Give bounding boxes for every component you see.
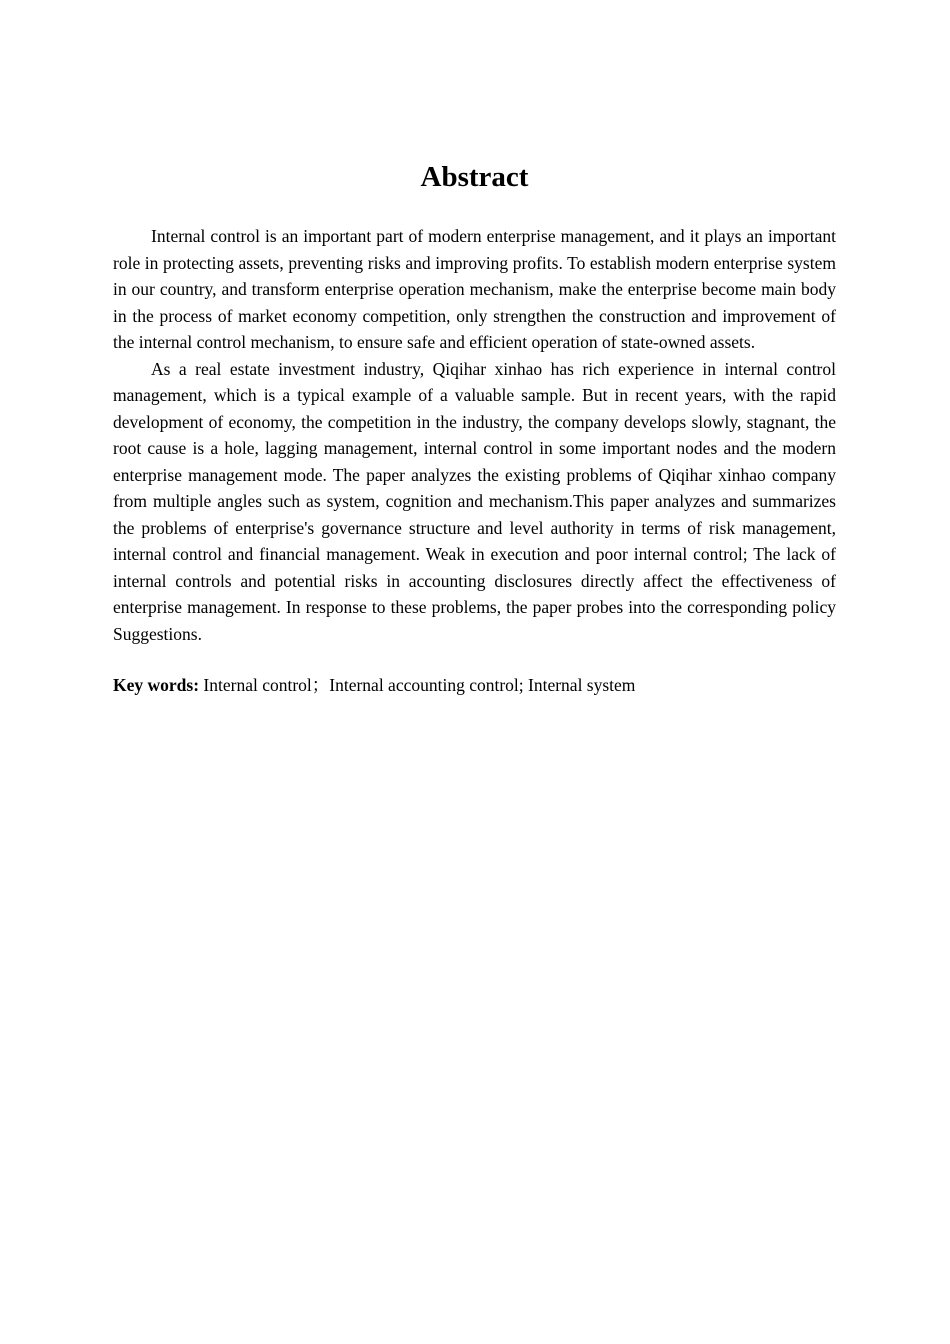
keywords-text: Internal control；Internal accounting control; Internal system — [203, 675, 636, 695]
keywords-label: Key words: — [113, 675, 200, 695]
abstract-page — [113, 158, 836, 699]
abstract-paragraph-2: As a real estate investment industry, Qiqihar xinhao has rich experience in internal control management, which is a typical example of a valuable sample. But in recent years, with the rapid development of economy, the competition in the industry, the company develops slowly, stagnant, the root cause is a hole, lagging management, internal control in some important nodes and the modern enterprise management mode. The paper analyzes the existing problems of Qiqihar xinhao company from multiple angles such as system, cognition and mechanism.This paper analyzes and summarizes the problems of enterprise's governance structure and level authority in terms of risk management, internal control and financial management. Weak in execution and poor internal control; The lack of internal controls and potential risks in accounting disclosures directly affect the effectiveness of enterprise management. In response to these problems, the paper probes into the corresponding policy Suggestions. — [113, 358, 836, 644]
page-title: Abstract — [420, 161, 529, 193]
abstract-body — [113, 223, 836, 647]
keywords-line — [113, 672, 836, 699]
abstract-paragraph-1: Internal control is an important part of modern enterprise management, and it plays an important role in protecting assets, preventing risks and improving profits. To establish modern enterprise system in our country, and transform enterprise operation mechanism, make the enterprise become main body in the process of market economy competition, only strengthen the construction and improvement of the internal control mechanism, to ensure safe and efficient operation of state-owned assets. — [113, 226, 836, 352]
